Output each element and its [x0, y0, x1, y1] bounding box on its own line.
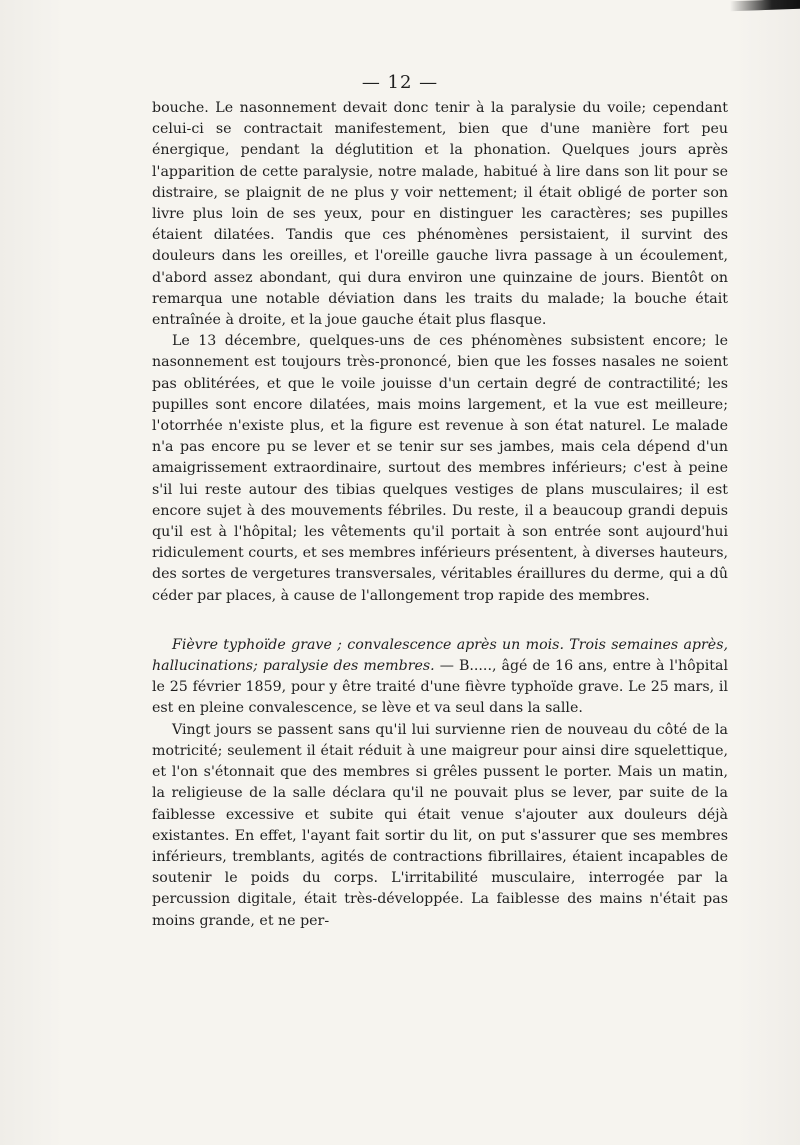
case-intro-text: — B....., âgé de 16 ans, entre à l'hôpital le 25 février 1859, pour y être traité d'une fièvre typhoïde grave. Le 25 mars, il est en pleine convalescence, se lève et va seul dans la salle.	[152, 658, 728, 717]
paragraph-continuation: bouche. Le nasonnement devait donc tenir à la paralysie du voile; cependant celui-ci se contractait manifestement, bien que d'une manière fort peu énergique, pendant la déglutition et la phonation. Quelques jours après l'apparition de cette paralysie, notre malade, habitué à lire dans son lit pour se distraire, se plaignit de ne plus y voir nettement; il était obligé de porter son livre plus loin de ses yeux, pour en distinguer les caractères; ses pupilles étaient dilatées. Tandis que ces phénomènes persistaient, il survint des douleurs dans les oreilles, et l'oreille gauche livra passage à un écoulement, d'abord assez abondant, qui dura environ une quinzaine de jours. Bientôt on remarqua une notable déviation dans les traits du malade; la bouche était entraînée à droite, et la joue gauche était plus flasque.	[152, 100, 728, 329]
paragraph-december: Le 13 décembre, quelques-uns de ces phénomènes subsistent encore; le nasonnement est toujours très-prononcé, bien que les fosses nasales ne soient pas oblitérées, et que le voile jouisse d'un certain degré de contractilité; les pupilles sont encore dilatées, mais moins largement, et la vue est meilleure; l'otorrhée n'existe plus, et la figure est revenue à son état naturel. Le malade n'a pas encore pu se lever et se tenir sur ses jambes, mais cela dépend d'un amaigrissement extraordinaire, surtout des membres inférieurs; c'est à peine s'il lui reste autour des tibias quelques vestiges de plans musculaires; il est encore sujet à des mouvements fébriles. Du reste, il a beaucoup grandi depuis qu'il est à l'hôpital; les vêtements qu'il portait à son entrée sont aujourd'hui ridiculement courts, et ses membres inférieurs présentent, à diverses hauteurs, des sortes de vergetures transversales, véritables éraillures du derme, qui a dû céder par places, à cause de l'allongement trop rapide des membres.	[152, 333, 728, 604]
case-paragraph: Vingt jours se passent sans qu'il lui survienne rien de nouveau du côté de la motricité; seulement il était réduit à une maigreur pour ainsi dire squelettique, et l'on s'étonnait que des membres si grêles pussent le porter. Mais un matin, la religieuse de la salle déclara qu'il ne pouvait plus se lever, par suite de la faiblesse excessive et subite qui était venue s'ajouter aux douleurs déjà existantes. En effet, l'ayant fait sortir du lit, on put s'assurer que ses membres inférieurs, tremblants, agités de contractions fibrillaires, étaient incapables de soutenir le poids du corps. L'irritabilité musculaire, interrogée par la percussion digitale, était très-développée. La faiblesse des mains n'était pas moins grande, et ne per-	[152, 721, 728, 929]
page-corner-shadow	[730, 0, 800, 11]
page-body	[152, 98, 728, 932]
case-intro-paragraph	[152, 635, 728, 720]
page-number: — 12 —	[361, 72, 439, 93]
case-section	[152, 635, 728, 932]
case-heading: Fièvre typhoïde grave ; convalescence après un mois. Trois semaines après, hallucinations; paralysie des membres.	[152, 636, 728, 675]
